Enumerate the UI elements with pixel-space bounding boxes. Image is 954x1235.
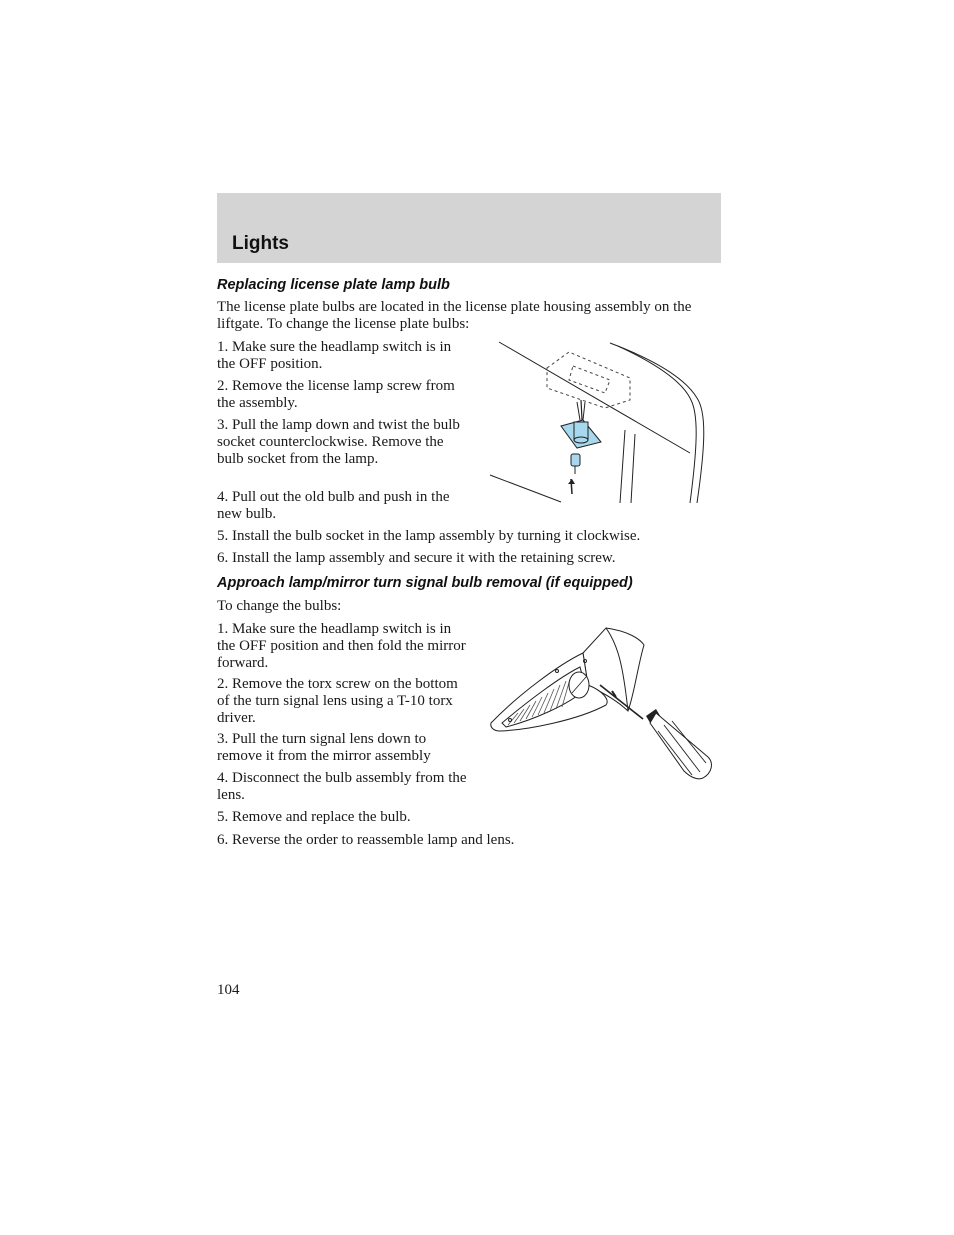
page-title: Lights	[232, 233, 289, 254]
header-band	[217, 193, 721, 263]
license-step-2: 2. Remove the license lamp screw from the assembly.	[217, 378, 455, 411]
license-step-6: 6. Install the lamp assembly and secure it with the retaining screw.	[217, 550, 616, 566]
mirror-step-5: 5. Remove and replace the bulb.	[217, 809, 411, 825]
license-step-4: 4. Pull out the old bulb and push in the new bulb.	[217, 489, 450, 522]
license-step-1: 1. Make sure the headlamp switch is in the OFF position.	[217, 339, 452, 372]
section-heading-mirror-lamp: Approach lamp/mirror turn signal bulb removal (if equipped)	[217, 575, 633, 591]
license-step-3: 3. Pull the lamp down and twist the bulb socket counterclockwise. Remove the bulb socket from the lamp.	[217, 417, 460, 467]
mirror-lamp-illustration	[488, 625, 718, 785]
section-intro-license-lamp: The license plate bulbs are located in the license plate housing assembly on the liftgate. To change the license plate bulbs:	[217, 299, 692, 332]
section-heading-license-lamp: Replacing license plate lamp bulb	[217, 277, 450, 293]
section-intro-mirror-lamp: To change the bulbs:	[217, 598, 342, 614]
mirror-step-2: 2. Remove the torx screw on the bottom of the turn signal lens using a T-10 torx driver.	[217, 676, 458, 726]
mirror-step-4: 4. Disconnect the bulb assembly from the lens.	[217, 770, 467, 803]
license-lamp-illustration	[485, 338, 715, 506]
license-step-5: 5. Install the bulb socket in the lamp assembly by turning it clockwise.	[217, 528, 641, 544]
mirror-step-6: 6. Reverse the order to reassemble lamp and lens.	[217, 832, 515, 848]
mirror-step-1: 1. Make sure the headlamp switch is in the OFF position and then fold the mirror forward.	[217, 621, 466, 671]
page-number: 104	[217, 982, 240, 998]
mirror-step-3: 3. Pull the turn signal lens down to remove it from the mirror assembly	[217, 731, 431, 764]
